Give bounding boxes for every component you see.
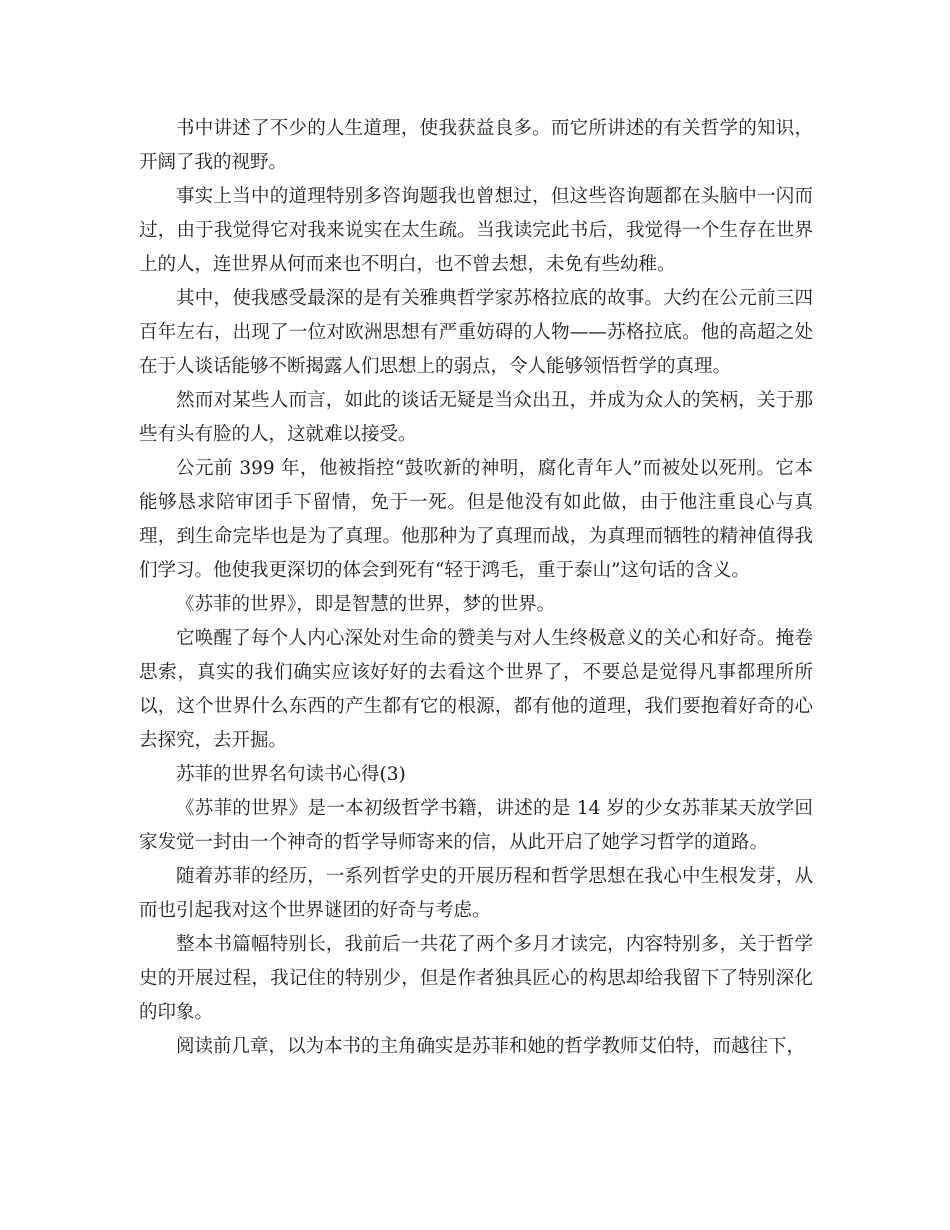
section-heading: 苏菲的世界名句读书心得(3)	[176, 764, 406, 785]
paragraph: 其中，使我感受最深的是有关雅典哲学家苏格拉底的故事。大约在公元前三四百年左右，出现了一位对欧洲思想有严重妨碍的人物——苏格拉底。他的高超之处在于人谈话能够不断揭露人们思想上的弱点，令人能够领悟哲学的真理。	[139, 288, 813, 377]
paragraph: 事实上当中的道理特别多咨询题我也曾想过，但这些咨询题都在头脑中一闪而过，由于我觉得它对我来说实在太生疏。当我读完此书后，我觉得一个生存在世界上的人，连世界从何而来也不明白，也不曾去想，未免有些幼稚。	[139, 186, 813, 275]
paragraph: 《苏菲的世界》是一本初级哲学书籍，讲述的是 14 岁的少女苏菲某天放学回家发觉一封由一个神奇的哲学导师寄来的信，从此开启了她学习哲学的道路。	[139, 798, 813, 853]
paragraph: 阅读前几章，以为本书的主角确实是苏菲和她的哲学教师艾伯特，而越往下，	[176, 1036, 806, 1057]
paragraph: 公元前 399 年，他被指控“鼓吹新的神明，腐化青年人”而被处以死刑。它本能够恳求陪审团手下留情，免于一死。但是他没有如此做，由于他注重良心与真理，到生命完毕也是为了真理。他那种为了真理而战，为真理而牺牲的精神值得我们学习。他使我更深切的体会到死有“轻于鸿毛，重于泰山”这句话的含义。	[139, 458, 813, 581]
paragraph: 整本书篇幅特别长，我前后一共花了两个多月才读完，内容特别多，关于哲学史的开展过程，我记住的特别少，但是作者独具匠心的构思却给我留下了特别深化的印象。	[139, 934, 813, 1023]
paragraph: 随着苏菲的经历，一系列哲学史的开展历程和哲学思想在我心中生根发芽，从而也引起我对这个世界谜团的好奇与考虑。	[139, 866, 813, 921]
paragraph: 书中讲述了不少的人生道理，使我获益良多。而它所讲述的有关哲学的知识，开阔了我的视野。	[139, 118, 813, 173]
paragraph: 然而对某些人而言，如此的谈话无疑是当众出丑，并成为众人的笑柄，关于那些有头有脸的人，这就难以接受。	[139, 390, 813, 445]
document-body	[139, 112, 813, 1064]
paragraph: 它唤醒了每个人内心深处对生命的赞美与对人生终极意义的关心和好奇。掩卷思索，真实的我们确实应该好好的去看这个世界了，不要总是觉得凡事都理所所以，这个世界什么东西的产生都有它的根源，都有他的道理，我们要抱着好奇的心去探究，去开掘。	[139, 628, 813, 751]
paragraph: 《苏菲的世界》，即是智慧的世界，梦的世界。	[176, 594, 556, 615]
